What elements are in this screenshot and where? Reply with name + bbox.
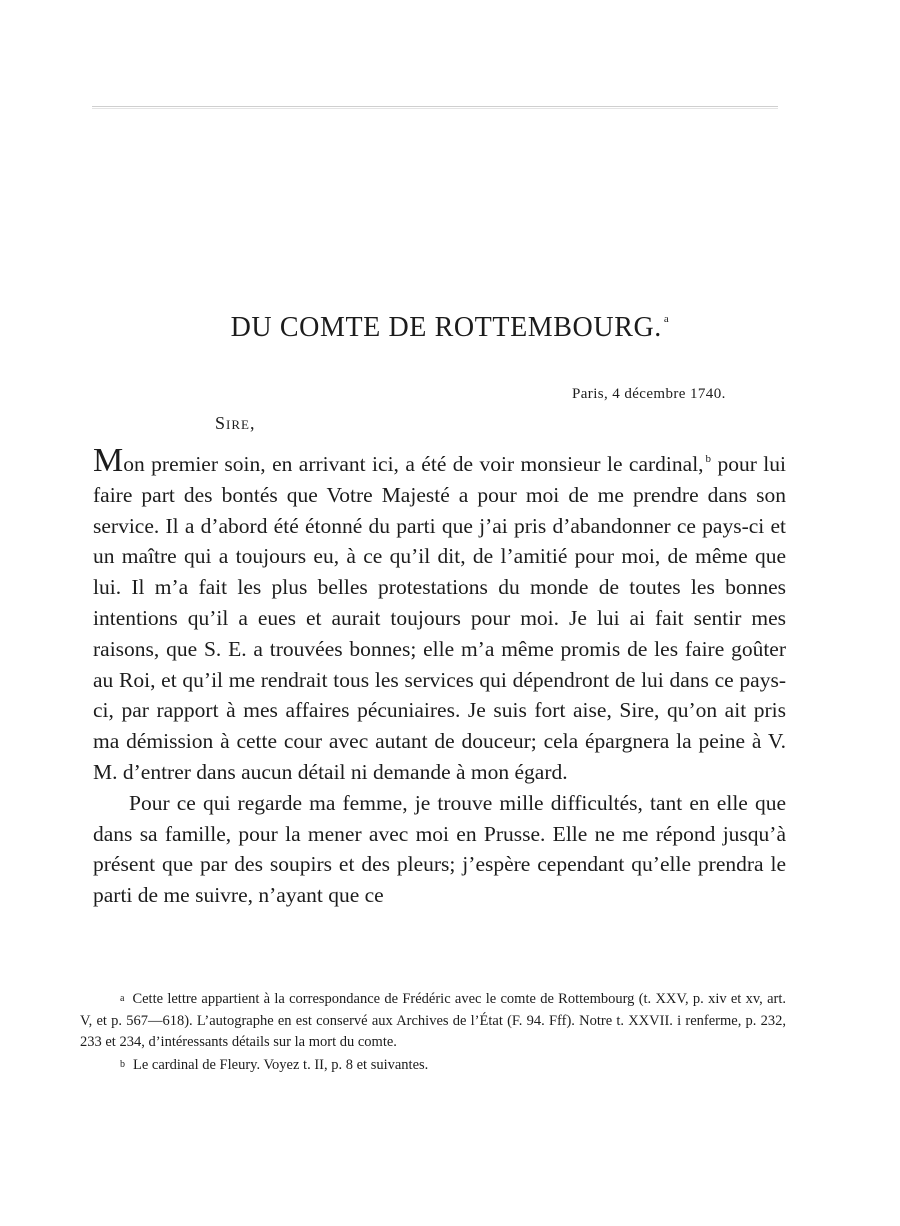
footnote-b-mark: b xyxy=(120,1058,125,1070)
footnote-b xyxy=(80,1054,786,1077)
drop-cap: M xyxy=(93,442,124,479)
header-rule xyxy=(92,106,778,109)
title-text: DU COMTE DE ROTTEMBOURG. xyxy=(230,312,662,343)
footnote-a-text: Cette lettre appartient à la correspondance de Frédéric avec le comte de Rottembourg (t. XXV, p. xiv et xv, art. V, et p. 567—618). L’autographe en est conservé aux Archives de l’État (F. 94. Fff). Notre t. XXVII. i renferme, p. 232, 233 et 234, d’intéressants détails sur la mort du comte. xyxy=(80,991,786,1051)
paragraph-1 xyxy=(93,444,786,788)
salutation: Sire, xyxy=(215,413,256,433)
letter-body xyxy=(93,444,786,911)
footnote-ref-b[interactable]: b xyxy=(705,453,712,465)
letter-title xyxy=(0,312,900,344)
dateline: Paris, 4 décembre 1740. xyxy=(572,386,726,402)
title-footnote-ref[interactable]: a xyxy=(663,313,670,325)
footnotes xyxy=(80,988,786,1076)
footnote-a-mark: a xyxy=(120,993,125,1004)
footnote-a xyxy=(80,988,786,1054)
paragraph-2: Pour ce qui regarde ma femme, je trouve mille difficultés, tant en elle que dans sa famille, pour la mener avec moi en Prusse. Elle ne me répond jusqu’à présent que par des soupirs et des pleurs; j’espère cependant qu’elle prendra le parti de me suivre, n’ayant que ce xyxy=(93,790,786,908)
paragraph-1-text-rest: pour lui faire part des bontés que Votre Majesté a pour moi de me prendre dans son service. Il a d’abord été étonné du parti que j’ai pris d’abandonner ce pays-ci et un maître qui a toujours eu, à ce qu’il dit, de l’amitié pour moi, de même que lui. Il m’a fait les plus belles protestations du monde de toutes les bonnes intentions qu’il a eues et aurait toujours pour moi. Je lui ai fait sentir mes raisons, que S. E. a trouvées bonnes; elle m’a même promis de les faire goûter au Roi, et qu’il me rendrait tous les services qui dépendront de lui dans ce pays-ci, par rapport à mes affaires pécuniaires. Je suis fort aise, Sire, qu’on ait pris ma démission à cette cour avec autant de douceur; cela épargnera la peine à V. M. d’entrer dans aucun détail ni demande à mon égard. xyxy=(93,452,786,784)
footnote-b-text: Le cardinal de Fleury. Voyez t. II, p. 8 et suivantes. xyxy=(133,1056,429,1073)
paragraph-1-text-start: on premier soin, en arrivant ici, a été de voir monsieur le cardinal, xyxy=(123,452,704,476)
